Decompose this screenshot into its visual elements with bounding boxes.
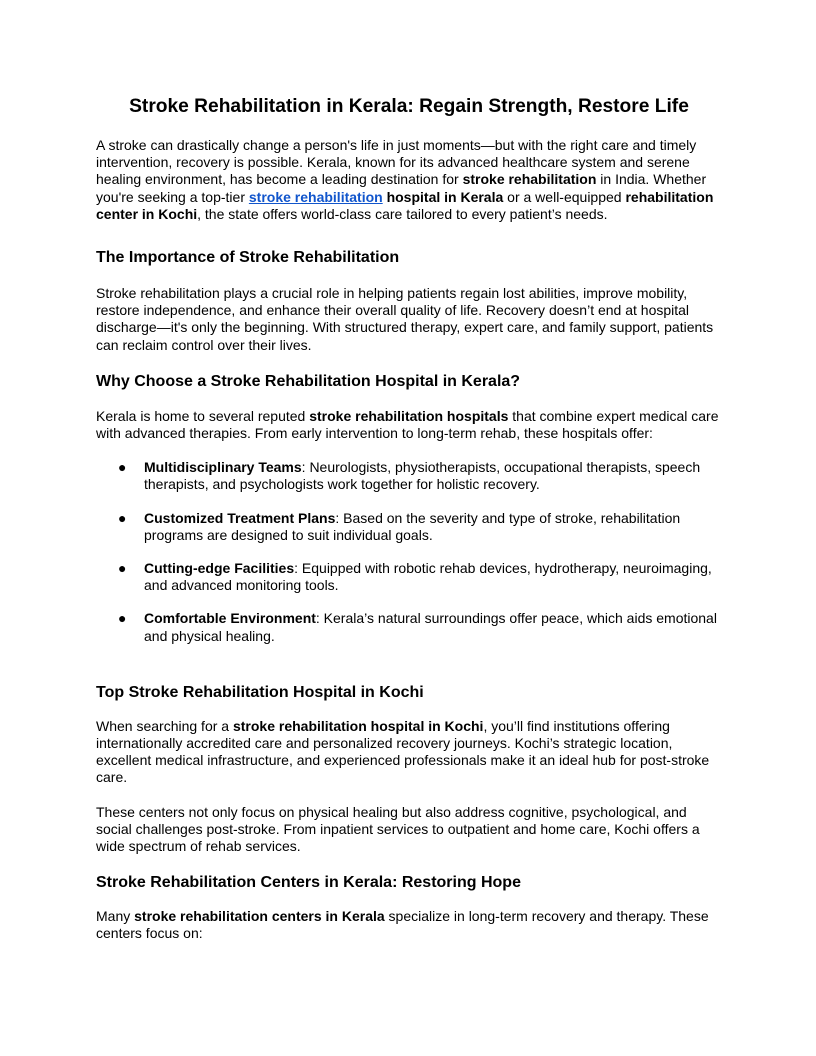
section-heading-why-choose: Why Choose a Stroke Rehabilitation Hospital in Kerala? bbox=[96, 372, 521, 390]
list-item-title: Comfortable Environment bbox=[144, 610, 316, 627]
kochi-paragraph-2: These centers not only focus on physical healing but also address cognitive, psychological, and social challenges post-stroke. From inpatient services to outpatient and home care, Kochi offers a wide spectrum of rehab services. bbox=[96, 803, 700, 855]
list-item-text: : Equipped with robotic rehab devices, hydrotherapy, neuroimaging, and advanced monitoring tools. bbox=[144, 560, 712, 594]
kochi-text-2: , you’ll find institutions offering internationally accredited care and personalized recovery journeys. Kochi’s strategic location, excellent medical infrastructure, and experienced professionals make it an ideal hub for post-stroke care. bbox=[96, 717, 710, 786]
stroke-rehabilitation-link[interactable]: stroke rehabilitation bbox=[248, 188, 383, 205]
centers-text-1: Many bbox=[96, 908, 135, 925]
kochi-bold-1: stroke rehabilitation hospital in Kochi bbox=[232, 717, 484, 734]
bullet-icon: ● bbox=[118, 610, 127, 627]
centers-bold-1: stroke rehabilitation centers in Kerala bbox=[134, 908, 385, 925]
list-item-text: : Based on the severity and type of stroke, rehabilitation programs are designed to suit individual goals. bbox=[144, 509, 681, 543]
benefits-list bbox=[96, 459, 722, 645]
intro-paragraph bbox=[96, 137, 722, 223]
importance-paragraph: Stroke rehabilitation plays a crucial role in helping patients regain lost abilities, improve mobility, restore independence, and enhance their overall quality of life. Recovery doesn’t end at hospital discharge—it's only the beginning. With structured therapy, expert care, and family support, patients can reclaim control over their lives. bbox=[96, 285, 714, 353]
document-page bbox=[96, 95, 722, 943]
list-item-text: : Neurologists, physiotherapists, occupational therapists, speech therapists, and psychologists work together for holistic recovery. bbox=[144, 459, 701, 493]
kochi-paragraph-1 bbox=[96, 718, 722, 787]
intro-bold-3: rehabilitation center in Kochi bbox=[96, 188, 714, 222]
list-item bbox=[96, 459, 722, 493]
intro-bold-1: stroke rehabilitation bbox=[462, 171, 597, 188]
intro-text-2: in India. Whether you're seeking a top-tier bbox=[96, 171, 707, 205]
list-item bbox=[96, 610, 722, 644]
why-choose-paragraph bbox=[96, 408, 722, 442]
intro-text-3: or a well-equipped bbox=[503, 188, 626, 205]
intro-bold-2: hospital in Kerala bbox=[382, 188, 504, 205]
why-bold-1: stroke rehabilitation hospitals bbox=[309, 407, 509, 424]
list-item bbox=[96, 510, 722, 544]
list-item bbox=[96, 560, 722, 594]
intro-text-4: , the state offers world-class care tailored to every patient’s needs. bbox=[197, 205, 608, 222]
centers-paragraph bbox=[96, 908, 722, 942]
list-item-title: Customized Treatment Plans bbox=[144, 509, 336, 526]
section-heading-centers: Stroke Rehabilitation Centers in Kerala: Restoring Hope bbox=[96, 874, 521, 892]
why-text-2: that combine expert medical care with advanced therapies. From early intervention to long-term rehab, these hospitals offer: bbox=[96, 407, 719, 442]
centers-text-2: specialize in long-term recovery and therapy. These centers focus on: bbox=[96, 908, 709, 942]
bullet-icon: ● bbox=[118, 560, 127, 577]
bullet-icon: ● bbox=[118, 459, 127, 476]
list-item-title: Multidisciplinary Teams bbox=[144, 459, 302, 476]
list-item-text: : Kerala’s natural surroundings offer peace, which aids emotional and physical healing. bbox=[144, 610, 717, 644]
kochi-text-1: When searching for a bbox=[96, 717, 233, 734]
why-text-1: Kerala is home to several reputed bbox=[96, 407, 310, 424]
page-title: Stroke Rehabilitation in Kerala: Regain Strength, Restore Life bbox=[129, 96, 689, 117]
section-heading-importance: The Importance of Stroke Rehabilitation bbox=[96, 249, 400, 267]
section-heading-kochi: Top Stroke Rehabilitation Hospital in Kochi bbox=[96, 683, 424, 701]
list-item-title: Cutting-edge Facilities bbox=[144, 560, 295, 577]
intro-text-1: A stroke can drastically change a person's life in just moments—but with the right care and timely intervention, recovery is possible. Kerala, known for its advanced healthcare system and serene healing environment, has become a leading destination for bbox=[96, 137, 697, 188]
bullet-icon: ● bbox=[118, 509, 127, 526]
